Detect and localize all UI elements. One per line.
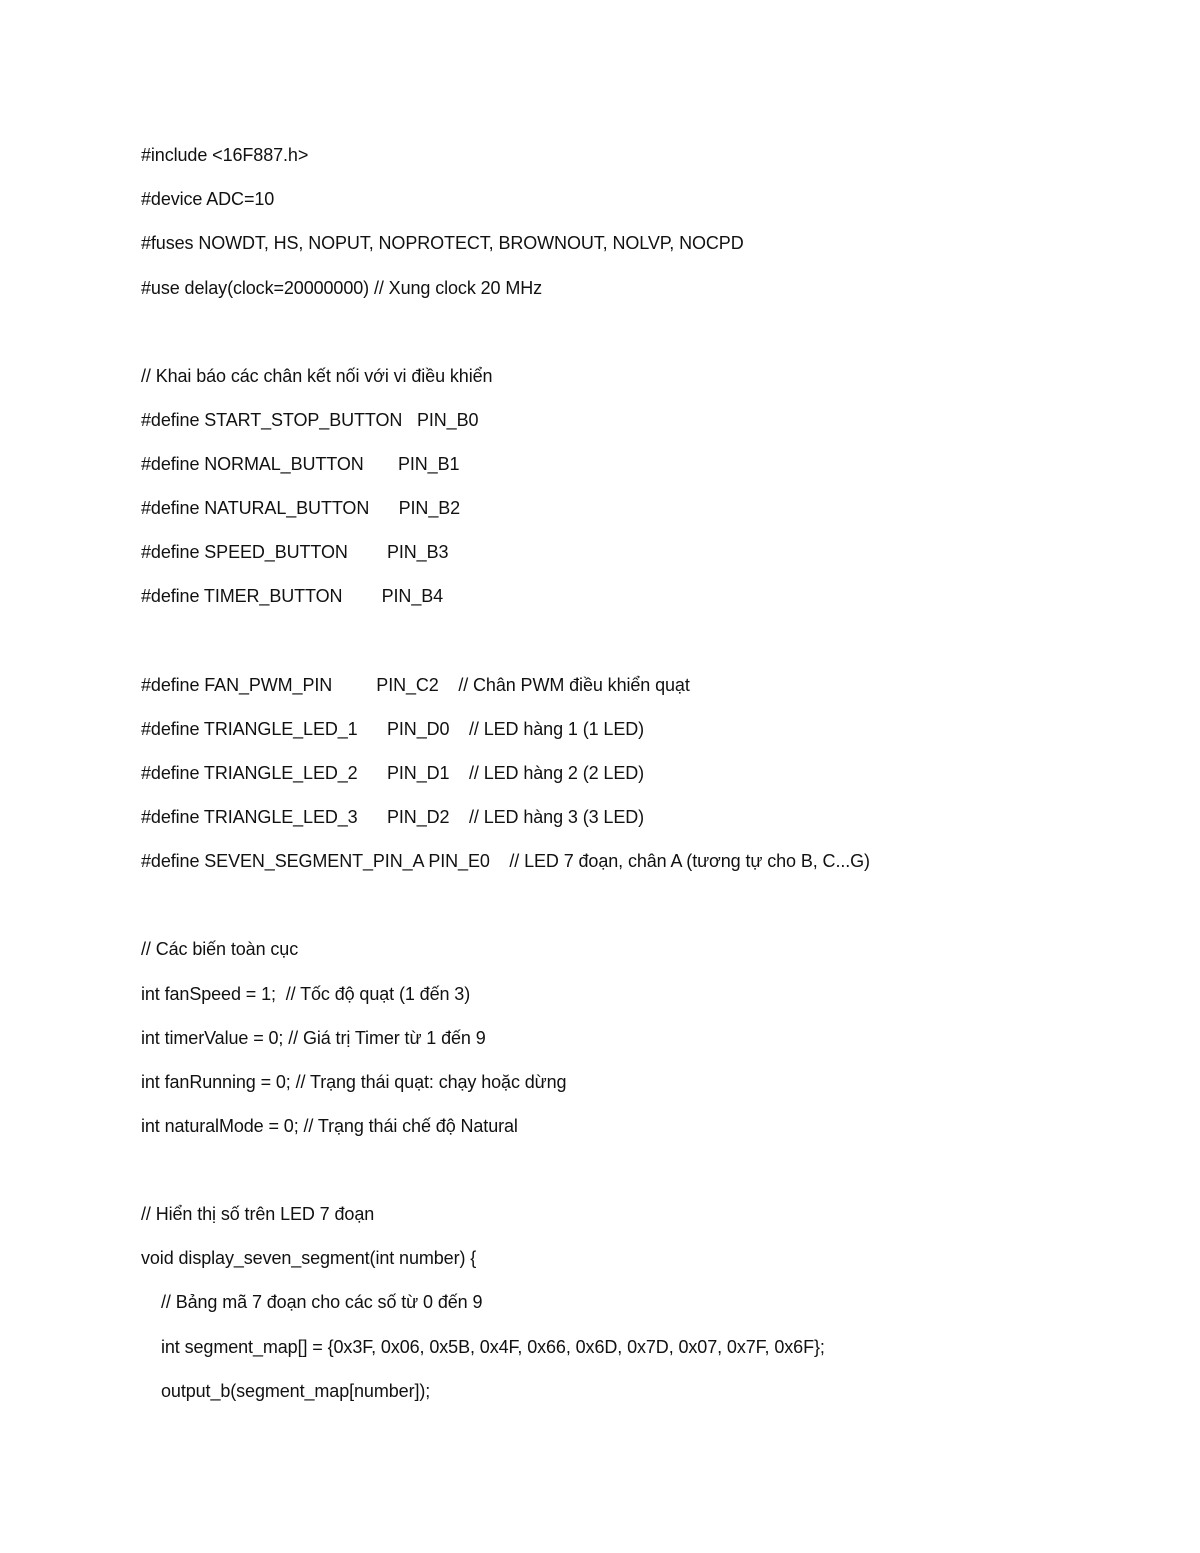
code-line-define-speed: #define SPEED_BUTTON PIN_B3 bbox=[141, 542, 449, 562]
code-line-function-signature: void display_seven_segment(int number) { bbox=[141, 1248, 477, 1268]
code-line-output-b: output_b(segment_map[number]); bbox=[161, 1381, 431, 1401]
code-line-define-seven-segment: #define SEVEN_SEGMENT_PIN_A PIN_E0 // LED 7 đoạn, chân A (tương tự cho B, C...G) bbox=[141, 851, 870, 871]
code-line-define-fan-pwm: #define FAN_PWM_PIN PIN_C2 // Chân PWM điều khiển quạt bbox=[141, 675, 690, 695]
code-line-segment-map: int segment_map[] = {0x3F, 0x06, 0x5B, 0x4F, 0x66, 0x6D, 0x7D, 0x07, 0x7F, 0x6F}; bbox=[161, 1337, 825, 1357]
code-comment-segment-map: // Bảng mã 7 đoạn cho các số từ 0 đến 9 bbox=[161, 1292, 483, 1312]
code-line-define-timer: #define TIMER_BUTTON PIN_B4 bbox=[141, 586, 444, 606]
code-line-define-normal: #define NORMAL_BUTTON PIN_B1 bbox=[141, 454, 460, 474]
code-line-fan-speed: int fanSpeed = 1; // Tốc độ quạt (1 đến 3) bbox=[141, 984, 471, 1004]
code-line-define-led-3: #define TRIANGLE_LED_3 PIN_D2 // LED hàng 3 (3 LED) bbox=[141, 807, 645, 827]
code-line-include: #include <16F887.h> bbox=[141, 145, 309, 165]
code-line-fan-running: int fanRunning = 0; // Trạng thái quạt: chạy hoặc dừng bbox=[141, 1072, 567, 1092]
code-line-define-led-2: #define TRIANGLE_LED_2 PIN_D1 // LED hàng 2 (2 LED) bbox=[141, 763, 645, 783]
code-line-define-start-stop: #define START_STOP_BUTTON PIN_B0 bbox=[141, 410, 479, 430]
code-comment-globals: // Các biến toàn cục bbox=[141, 939, 299, 959]
code-comment-pin-declarations: // Khai báo các chân kết nối với vi điều khiển bbox=[141, 366, 493, 386]
code-comment-display: // Hiển thị số trên LED 7 đoạn bbox=[141, 1204, 375, 1224]
code-line-device: #device ADC=10 bbox=[141, 189, 275, 209]
code-line-natural-mode: int naturalMode = 0; // Trạng thái chế độ Natural bbox=[141, 1116, 518, 1136]
code-line-use-delay: #use delay(clock=20000000) // Xung clock 20 MHz bbox=[141, 278, 543, 298]
code-line-define-led-1: #define TRIANGLE_LED_1 PIN_D0 // LED hàng 1 (1 LED) bbox=[141, 719, 645, 739]
code-line-timer-value: int timerValue = 0; // Giá trị Timer từ 1 đến 9 bbox=[141, 1028, 486, 1048]
code-line-define-natural: #define NATURAL_BUTTON PIN_B2 bbox=[141, 498, 461, 518]
code-line-fuses: #fuses NOWDT, HS, NOPUT, NOPROTECT, BROWNOUT, NOLVP, NOCPD bbox=[141, 233, 744, 253]
